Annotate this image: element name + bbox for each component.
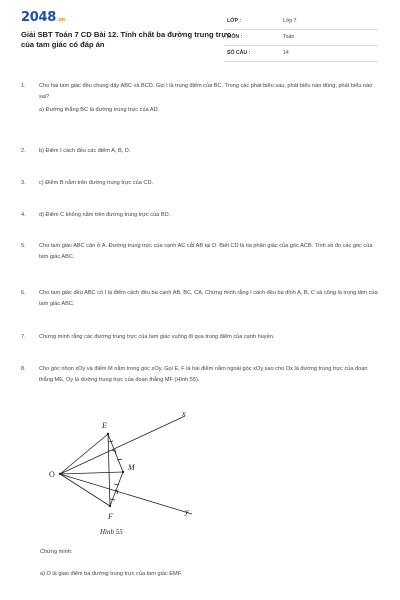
- question-text: Cho góc nhọn xOy và điểm M nằm trong góc xOy. Gọi E, F là hai điểm nằm ngoài góc xOy sao cho Ox là đường trung trực của đoạn thẳng ME, Oy là đường trung trực của đoạn thẳng MF (Hình 55).: [39, 366, 368, 383]
- question-number: 3.: [21, 180, 26, 186]
- segment-of: [60, 474, 110, 506]
- ray-oy: [60, 474, 192, 514]
- question-number: 2.: [21, 148, 26, 154]
- label-f: F: [108, 512, 113, 521]
- label-y: y: [185, 507, 189, 516]
- segment-oe: [60, 434, 108, 474]
- question-number: 4.: [21, 212, 26, 218]
- question-number: 6.: [21, 290, 26, 296]
- segment-ef: [108, 434, 110, 506]
- question-number: 1.: [21, 83, 26, 89]
- point-e: [107, 433, 109, 435]
- page-title: Giải SBT Toán 7 CD Bài 12. Tính chất ba đường trung trực của tam giác có đáp án: [21, 30, 231, 49]
- question-text: Chứng minh rằng các đường trung trực của tam giác vuông đi qua trung điểm của cạnh huyền.: [39, 334, 275, 340]
- meta-table: [225, 14, 378, 62]
- label-e: E: [102, 421, 107, 430]
- proof-label: Chứng minh:: [40, 549, 73, 555]
- segment-om: [60, 472, 123, 474]
- meta-row-class: [225, 14, 378, 30]
- meta-value: 14: [283, 50, 289, 56]
- ray-ox: [60, 416, 185, 474]
- question-number: 5.: [21, 243, 26, 249]
- meta-row-subject: [225, 30, 378, 46]
- label-m: M: [128, 463, 135, 472]
- meta-row-count: [225, 46, 378, 62]
- point-f: [109, 505, 111, 507]
- label-x: x: [182, 409, 186, 418]
- question-text: Cho tam giác đều ABC có I là điểm cách đều ba cạnh AB, BC, CA. Chứng minh rằng I cách đều ba đỉnh A, B, C và cũng là trọng tâm của tam giác ABC.: [39, 290, 378, 307]
- point-m: [122, 471, 124, 473]
- question-subtext: a) Đường thẳng BC là đường trung trực của AD.: [39, 107, 160, 113]
- figure-caption: Hình 55: [100, 528, 123, 536]
- question-text: Cho hai tam giác đều chung đáy ABC và BCD. Gọi I là trung điểm của BC. Trong các phát biểu sau, phát biểu nào đúng, phát biểu nào sai?: [39, 83, 373, 100]
- site-logo[interactable]: [21, 10, 65, 25]
- tick-mark: [110, 499, 115, 500]
- question-text: b) Điểm I cách đều các điểm A, B, D.: [39, 148, 131, 154]
- segment-em: [108, 434, 123, 472]
- meta-value: Toán: [283, 34, 295, 40]
- proof-item-a: a) O là giao điểm ba đường trung trực của tam giác EMF.: [40, 571, 183, 577]
- meta-label: MÔN :: [227, 34, 243, 40]
- meta-label: SỐ CÂU :: [227, 50, 251, 56]
- meta-value: Lớp 7: [283, 18, 297, 24]
- question-text: d) Điểm C không nằm trên đường trung trực của BD.: [39, 212, 171, 218]
- logo-text: 2048: [21, 10, 56, 25]
- question-number: 7.: [21, 334, 26, 340]
- question-number: 8.: [21, 366, 26, 372]
- logo-domain: .vn: [56, 17, 65, 23]
- question-text: Cho tam giác ABC cân ở A. Đường trung trực của cạnh AC cắt AB tại D. Biết CD là tia phân giác của góc ACB. Tính số đo các góc của tam giác ABC.: [39, 243, 373, 260]
- segment-mf: [110, 472, 123, 506]
- meta-label: LỚP :: [227, 18, 242, 24]
- label-o: O: [49, 470, 55, 479]
- point-o: [59, 473, 61, 475]
- question-text: c) Điểm B nằm trên đường trung trực của CD.: [39, 180, 154, 186]
- geometry-figure: [40, 404, 210, 534]
- tick-mark: [108, 441, 113, 442]
